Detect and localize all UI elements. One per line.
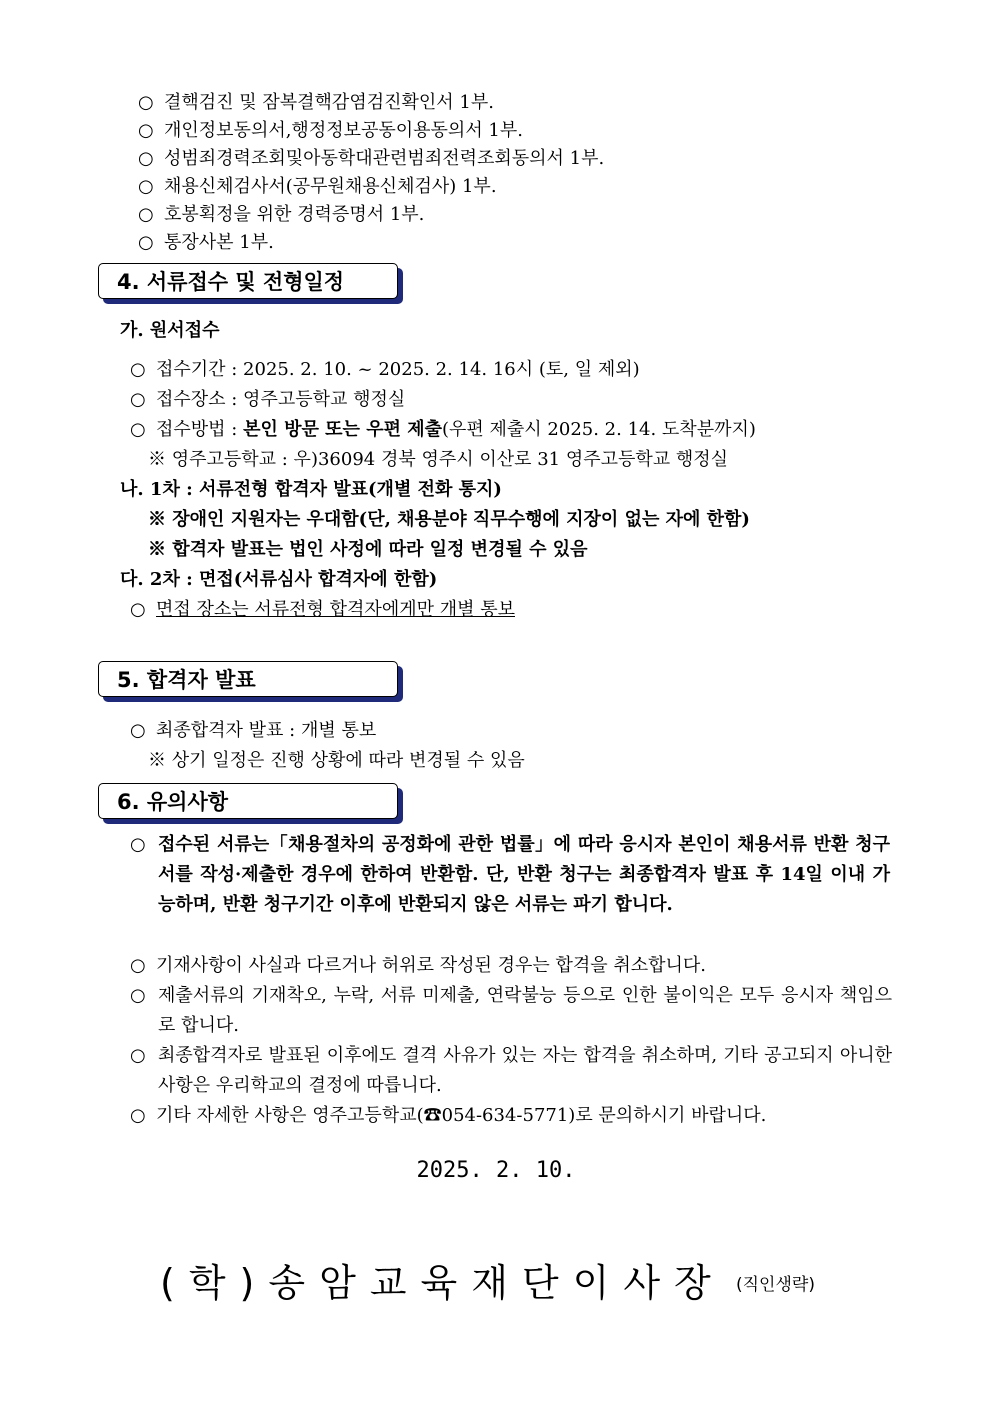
signer-name: (학)송암교육재단이사장 [160, 1261, 725, 1305]
bullet-icon: ○ [130, 599, 146, 620]
bullet-icon: ○ [138, 204, 154, 225]
doc-item-text: 결핵검진 및 잠복결핵감염검진확인서 1부. [164, 92, 494, 113]
doc-item-text: 개인정보동의서,행정정보공동이용동의서 1부. [164, 120, 523, 141]
bullet-icon: ○ [130, 834, 146, 855]
doc-item-text: 성범죄경력조회및아동학대관련범죄전력조회동의서 1부. [164, 148, 605, 169]
doc-item-text: 통장사본 1부. [164, 232, 274, 253]
schedule-note: ※ 상기 일정은 진행 상황에 따라 변경될 수 있음 [148, 750, 525, 771]
bullet-icon: ○ [130, 955, 146, 976]
final-announcement [130, 716, 376, 746]
subsection-title-c: 다. 2차 : 면접(서류심사 합격자에 한함) [120, 569, 438, 590]
notice-item-3 [130, 981, 892, 1041]
notice-item-5 [130, 1101, 766, 1131]
notice-item-1-text: 접수된 서류는「채용절차의 공정화에 관한 법률」에 따라 응시자 본인이 채용서류 반환 청구서를 작성·제출한 경우에 한하여 반환함. 단, 반환 청구는 최종합격자 발표 후 14일 이내 가능하며, 반환 청구기간 이후에 반환되지 않은 서류는 파기 합니다. [158, 834, 890, 915]
doc-item-2 [138, 116, 523, 146]
bullet-icon: ○ [138, 176, 154, 197]
section-heading-text: 6. 유의사항 [117, 790, 229, 814]
interview-place-text: 면접 장소는 서류전형 합격자에게만 개별 통보 [156, 599, 515, 620]
subsection-title-b: 나. 1차 : 서류전형 합격자 발표(개별 전화 통지) [120, 479, 502, 500]
notice-item-2 [130, 951, 706, 981]
bullet-icon: ○ [130, 1105, 146, 1126]
bullet-icon: ○ [138, 92, 154, 113]
notice-item-1 [130, 830, 890, 920]
notice-item-4 [130, 1041, 892, 1101]
final-announcement-text: 최종합격자 발표 : 개별 통보 [156, 720, 377, 741]
doc-item-text: 채용신체검사서(공무원채용신체검사) 1부. [164, 176, 497, 197]
bullet-icon: ○ [130, 389, 146, 410]
application-method [130, 415, 756, 445]
bullet-icon: ○ [130, 1045, 146, 1066]
bullet-icon: ○ [130, 359, 146, 380]
schedule-change-note: ※ 합격자 발표는 법인 사정에 따라 일정 변경될 수 있음 [148, 539, 588, 560]
doc-item-6 [138, 228, 274, 258]
section-heading-text: 5. 합격자 발표 [117, 668, 256, 692]
bullet-icon: ○ [138, 120, 154, 141]
notice-item-5-text: 기타 자세한 사항은 영주고등학교(☎054-634-5771)로 문의하시기 바랍니다. [156, 1105, 767, 1126]
notice-item-4-text: 최종합격자로 발표된 이후에도 결격 사유가 있는 자는 합격을 취소하며, 기타 공고되지 아니한 사항은 우리학교의 결정에 따릅니다. [158, 1045, 892, 1096]
doc-item-5 [138, 200, 424, 230]
application-place [130, 385, 405, 415]
section-heading-4 [98, 263, 398, 299]
document-date: 2025. 2. 10. [416, 1158, 576, 1183]
seal-omitted-note: (직인생략) [736, 1275, 815, 1295]
school-address-note: ※ 영주고등학교 : 우)36094 경북 영주시 이산로 31 영주고등학교 행정실 [148, 449, 729, 470]
doc-item-4 [138, 172, 497, 202]
application-period-text: 접수기간 : 2025. 2. 10. ~ 2025. 2. 14. 16시 (토, 일 제외) [156, 359, 640, 380]
notice-item-2-text: 기재사항이 사실과 다르거나 허위로 작성된 경우는 합격을 취소합니다. [156, 955, 707, 976]
bullet-icon: ○ [130, 419, 146, 440]
bullet-icon: ○ [130, 720, 146, 741]
notice-item-3-text: 제출서류의 기재착오, 누락, 서류 미제출, 연락불능 등으로 인한 불이익은 모두 응시자 책임으로 합니다. [158, 985, 892, 1036]
method-bold: 본인 방문 또는 우편 제출 [243, 419, 443, 440]
doc-item-3 [138, 144, 604, 174]
doc-item-1 [138, 88, 494, 118]
section-heading-6 [98, 783, 398, 819]
bullet-icon: ○ [138, 232, 154, 253]
application-place-text: 접수장소 : 영주고등학교 행정실 [156, 389, 406, 410]
method-rest: (우편 제출시 2025. 2. 14. 도착분까지) [442, 419, 756, 440]
bullet-icon: ○ [130, 985, 146, 1006]
interview-place [130, 595, 515, 625]
bullet-icon: ○ [138, 148, 154, 169]
method-label: 접수방법 : [156, 419, 244, 440]
subsection-title-a: 가. 원서접수 [120, 320, 220, 341]
section-heading-5 [98, 661, 398, 697]
section-heading-text: 4. 서류접수 및 전형일정 [117, 270, 345, 294]
doc-item-text: 호봉획정을 위한 경력증명서 1부. [164, 204, 425, 225]
disability-note: ※ 장애인 지원자는 우대함(단, 채용분야 직무수행에 지장이 없는 자에 한함) [148, 509, 750, 530]
application-period [130, 355, 640, 385]
